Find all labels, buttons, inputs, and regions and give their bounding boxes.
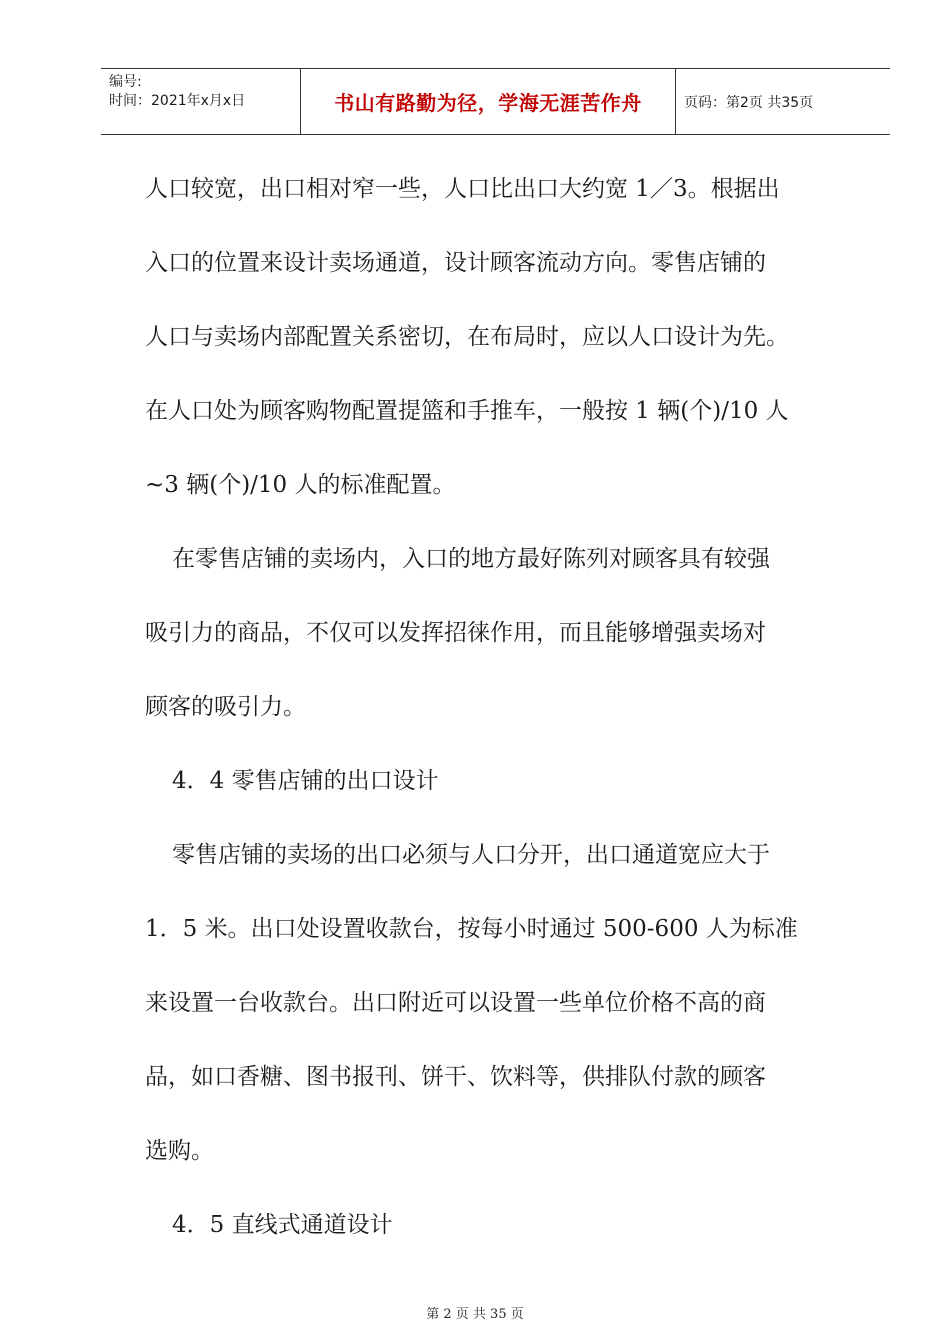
body-line: 零售店铺的卖场的出口必须与人口分开，出口通道宽应大于 [172, 842, 770, 868]
body-line: 选购。 [145, 1138, 214, 1164]
body-line: 品，如口香糖、图书报刊、饼干、饮料等，供排队付款的顾客 [145, 1064, 766, 1090]
body-line: 在零售店铺的卖场内，入口的地方最好陈列对顾客具有较强 [172, 546, 770, 572]
body-line: 入口的位置来设计卖场通道，设计顾客流动方向。零售店铺的 [145, 250, 766, 276]
body-line: 来设置一台收款台。出口附近可以设置一些单位价格不高的商 [145, 990, 766, 1016]
body-line: 1．5 米。出口处设置收款台，按每小时通过 500-600 人为标准 [145, 916, 798, 942]
body-line: ~3 辆(个)/10 人的标准配置。 [145, 472, 456, 498]
page-header [101, 68, 890, 135]
section-heading: 4．4 零售店铺的出口设计 [172, 768, 439, 794]
section-heading: 4．5 直线式通道设计 [172, 1212, 393, 1238]
header-page-info: 页码：第2页 共35页 [684, 94, 814, 111]
document-body [145, 152, 875, 1262]
body-line: 在人口处为顾客购物配置提篮和手推车，一般按 1 辆(个)/10 人 [145, 398, 789, 424]
header-motto: 书山有路勤为径，学海无涯苦作舟 [301, 69, 676, 134]
serial-number-label: 编号: [109, 74, 142, 90]
body-line: 吸引力的商品，不仅可以发挥招徕作用，而且能够增强卖场对 [145, 620, 766, 646]
body-line: 人口较宽，出口相对窄一些，人口比出口大约宽 1／3。根据出 [145, 176, 780, 202]
body-line: 人口与卖场内部配置关系密切，在布局时，应以人口设计为先。 [145, 324, 789, 350]
header-meta [101, 69, 301, 134]
page-footer: 第 2 页 共 35 页 [426, 1307, 524, 1322]
date-label: 时间：2021年x月x日 [109, 93, 246, 109]
body-line: 顾客的吸引力。 [145, 694, 306, 720]
